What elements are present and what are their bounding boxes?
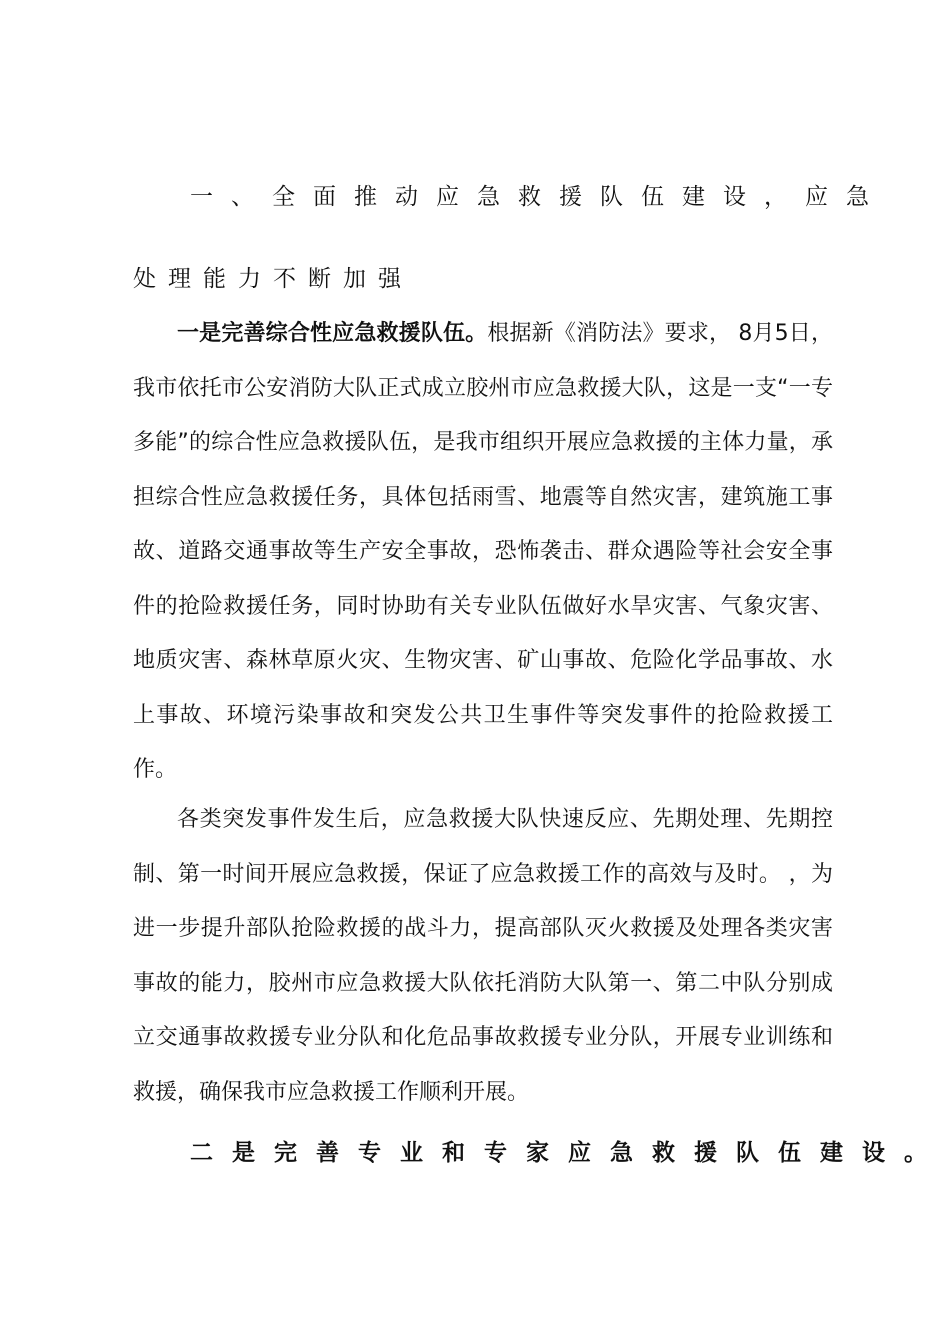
paragraph-body: 根据新《消防法》要求， 8月5日，我市依托市公安消防大队正式成立胶州市应急救援大队，这是一支“一专多能”的综合性应急救援队伍，是我市组织开展应急救援的主体力量，承担综合性应急救援任务，具体包括雨雪、地震等自然灾害，建筑施工事故、道路交通事故等生产安全事故，恐怖袭击、群众遇险等社会安全事件的抢险救援任务，同时协助有关专业队伍做好水旱灾害、气象灾害、地质灾害、森林草原火灾、生物灾害、矿山事故、危险化学品事故、水上事故、环境污染事故和突发公共卫生事件等突发事件的抢险救援工作。 [133, 321, 833, 782]
paragraph-emergency-response: 各类突发事件发生后，应急救援大队快速反应、先期处理、先期控制、第一时间开展应急救援，保证了应急救援工作的高效与及时。 ，为进一步提升部队抢险救援的战斗力，提高部队灭火救援及处理各类灾害事故的能力，胶州市应急救援大队依托消防大队第一、第二中队分别成立交通事故救援专业分队和化危品事故救援专业分队，开展专业训练和救援，确保我市应急救援工作顺利开展。 [133, 807, 833, 1105]
paragraph-lead-bold: 一是完善综合性应急救援队伍。 [177, 321, 488, 346]
section-heading-line-2: 处理能力不断加强 [133, 266, 413, 292]
paragraph-comprehensive-team [133, 307, 833, 798]
subheading-professional-teams: 二是完善专业和专家应急救援队伍建设。 [190, 1140, 946, 1166]
section-heading-line-1: 一、全面推动应急救援队伍建设，应急 [190, 184, 887, 210]
